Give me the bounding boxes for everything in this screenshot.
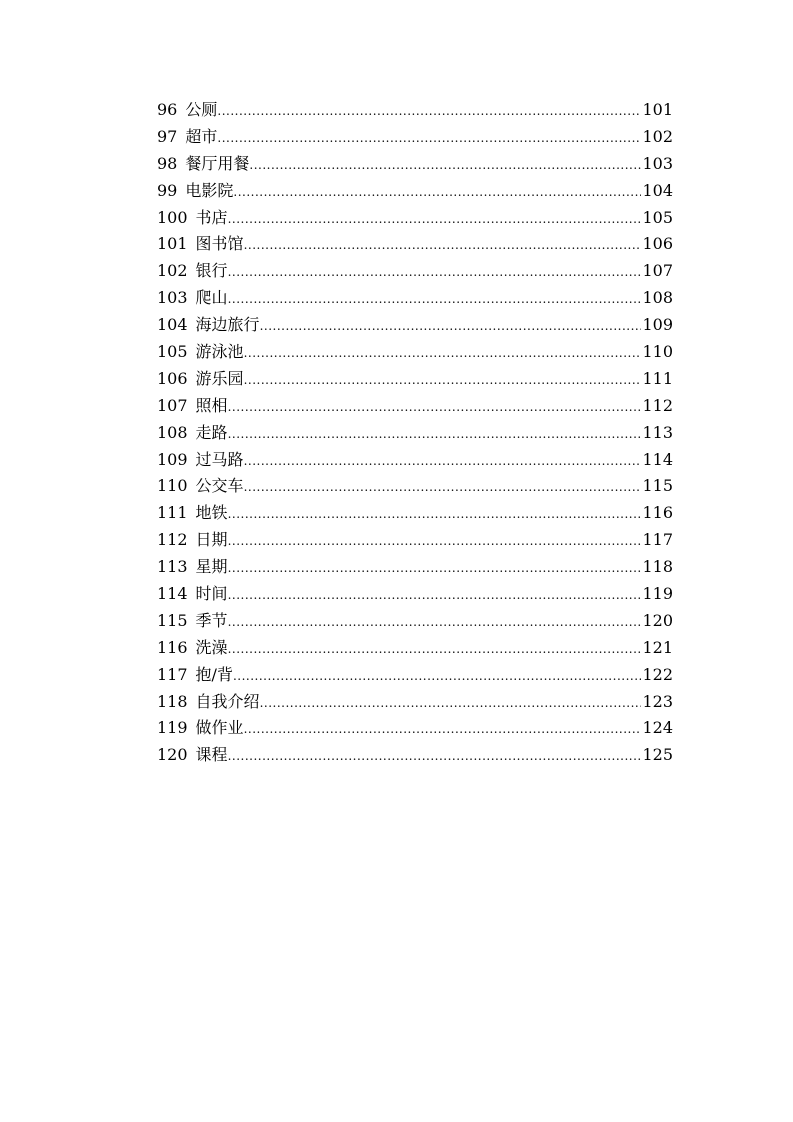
entry-number: 119 (157, 718, 188, 738)
toc-entry[interactable] (157, 285, 673, 312)
toc-entry[interactable] (157, 312, 673, 339)
entry-number: 97 (157, 126, 178, 146)
toc-entry[interactable] (157, 151, 673, 178)
entry-title: 洗澡 (195, 637, 228, 657)
entry-title: 书店 (195, 207, 228, 227)
entry-page-number: 108 (642, 288, 673, 308)
entry-title: 餐厅用餐 (185, 153, 250, 173)
dot-leader (244, 374, 642, 386)
dot-leader (217, 132, 641, 144)
entry-page-number: 105 (642, 207, 673, 227)
entry-title: 日期 (195, 530, 228, 550)
toc-entry[interactable] (157, 635, 673, 662)
entry-title: 季节 (195, 610, 228, 630)
toc-entry[interactable] (157, 742, 673, 769)
entry-page-number: 119 (642, 584, 673, 604)
entry-page-number: 118 (642, 557, 673, 577)
entry-number: 99 (157, 180, 178, 200)
entry-title: 抱/背 (195, 664, 233, 684)
entry-title: 过马路 (195, 449, 244, 469)
entry-title: 公交车 (195, 476, 244, 496)
entry-page-number: 110 (642, 342, 673, 362)
entry-title: 银行 (195, 261, 228, 281)
entry-page-number: 106 (642, 234, 673, 254)
entry-number: 114 (157, 584, 188, 604)
dot-leader (249, 159, 641, 171)
toc-entry[interactable] (157, 393, 673, 420)
entry-page-number: 109 (642, 315, 673, 335)
toc-entry[interactable] (157, 689, 673, 716)
entry-title: 电影院 (185, 180, 234, 200)
entry-title: 课程 (195, 745, 228, 765)
table-of-contents (157, 97, 673, 769)
entry-title: 做作业 (195, 718, 244, 738)
dot-leader (217, 105, 641, 117)
entry-page-number: 122 (642, 664, 673, 684)
entry-page-number: 124 (642, 718, 673, 738)
toc-entry[interactable] (157, 500, 673, 527)
entry-page-number: 120 (642, 610, 673, 630)
toc-entry[interactable] (157, 339, 673, 366)
dot-leader (233, 186, 641, 198)
entry-page-number: 113 (642, 422, 673, 442)
entry-number: 101 (157, 234, 188, 254)
entry-title: 照相 (195, 395, 228, 415)
dot-leader (228, 750, 642, 762)
toc-entry[interactable] (157, 205, 673, 232)
entry-number: 107 (157, 395, 188, 415)
entry-page-number: 125 (642, 745, 673, 765)
entry-title: 时间 (195, 584, 228, 604)
entry-page-number: 103 (642, 153, 673, 173)
dot-leader (260, 697, 642, 709)
dot-leader (244, 239, 642, 251)
dot-leader (244, 723, 642, 735)
entry-page-number: 112 (642, 395, 673, 415)
entry-title: 地铁 (195, 503, 228, 523)
toc-entry[interactable] (157, 581, 673, 608)
toc-entry[interactable] (157, 608, 673, 635)
entry-number: 117 (157, 664, 188, 684)
dot-leader (244, 481, 642, 493)
entry-number: 98 (157, 153, 178, 173)
entry-page-number: 121 (642, 637, 673, 657)
entry-title: 星期 (195, 557, 228, 577)
dot-leader (228, 562, 642, 574)
dot-leader (260, 320, 642, 332)
toc-entry[interactable] (157, 447, 673, 474)
entry-number: 113 (157, 557, 188, 577)
entry-number: 100 (157, 207, 188, 227)
dot-leader (228, 401, 642, 413)
entry-number: 104 (157, 315, 188, 335)
toc-entry[interactable] (157, 420, 673, 447)
dot-leader (228, 535, 642, 547)
entry-page-number: 114 (642, 449, 673, 469)
entry-number: 116 (157, 637, 188, 657)
entry-number: 108 (157, 422, 188, 442)
entry-number: 106 (157, 368, 188, 388)
toc-entry[interactable] (157, 527, 673, 554)
dot-leader (228, 643, 642, 655)
toc-entry[interactable] (157, 178, 673, 205)
entry-page-number: 117 (642, 530, 673, 550)
entry-number: 118 (157, 691, 188, 711)
entry-page-number: 104 (642, 180, 673, 200)
entry-number: 112 (157, 530, 188, 550)
entry-number: 105 (157, 342, 188, 362)
entry-number: 120 (157, 745, 188, 765)
entry-number: 96 (157, 100, 178, 119)
entry-page-number: 101 (642, 100, 673, 119)
entry-title: 公厕 (185, 100, 218, 119)
entry-title: 图书馆 (195, 234, 244, 254)
entry-number: 102 (157, 261, 188, 281)
entry-page-number: 102 (642, 126, 673, 146)
dot-leader (228, 293, 642, 305)
entry-number: 103 (157, 288, 188, 308)
dot-leader (244, 347, 642, 359)
entry-number: 110 (157, 476, 188, 496)
dot-leader (228, 589, 642, 601)
entry-number: 111 (157, 503, 188, 523)
toc-entry[interactable] (157, 473, 673, 500)
dot-leader (244, 455, 642, 467)
toc-entry[interactable] (157, 124, 673, 151)
entry-title: 游泳池 (195, 342, 244, 362)
toc-entry[interactable] (157, 231, 673, 258)
dot-leader (233, 670, 642, 682)
toc-entry[interactable] (157, 662, 673, 689)
entry-page-number: 111 (642, 368, 673, 388)
entry-title: 游乐园 (195, 368, 244, 388)
entry-title: 自我介绍 (195, 691, 260, 711)
entry-title: 海边旅行 (195, 315, 260, 335)
toc-entry[interactable] (157, 366, 673, 393)
entry-page-number: 116 (642, 503, 673, 523)
entry-page-number: 115 (642, 476, 673, 496)
dot-leader (228, 266, 642, 278)
entry-page-number: 123 (642, 691, 673, 711)
dot-leader (228, 213, 642, 225)
dot-leader (228, 508, 642, 520)
dot-leader (228, 616, 642, 628)
entry-title: 超市 (185, 126, 218, 146)
toc-entry[interactable] (157, 258, 673, 285)
entry-number: 115 (157, 610, 188, 630)
entry-title: 爬山 (195, 288, 228, 308)
toc-entry[interactable] (157, 97, 673, 124)
toc-entry[interactable] (157, 715, 673, 742)
dot-leader (228, 428, 642, 440)
entry-number: 109 (157, 449, 188, 469)
entry-page-number: 107 (642, 261, 673, 281)
entry-title: 走路 (195, 422, 228, 442)
toc-entry[interactable] (157, 554, 673, 581)
